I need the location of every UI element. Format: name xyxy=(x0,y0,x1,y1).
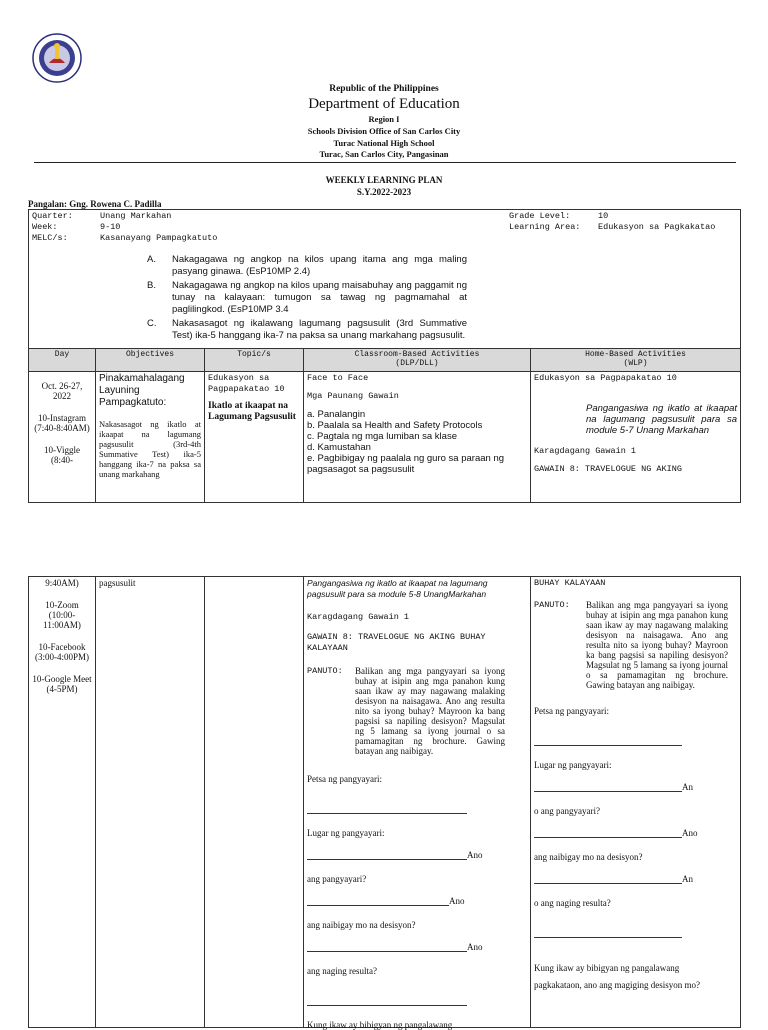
class-panuto xyxy=(307,666,527,756)
answer-line: Ano xyxy=(307,896,527,906)
area-value: Edukasyon sa Pagkakatao xyxy=(598,222,716,232)
table-row xyxy=(29,372,741,503)
melc-label: MELC/s: xyxy=(32,233,68,243)
class-heading: Face to Face xyxy=(307,373,369,383)
answer-line: Ano xyxy=(307,942,527,952)
class-panuto-label: PANUTO: xyxy=(307,666,343,676)
class-ano-pangyayari: ang pangyayari? xyxy=(307,874,367,884)
topic-title: Ikatlo at ikaapat na Lagumang Pagsusulit xyxy=(208,401,296,422)
home-panuto-label: PANUTO: xyxy=(534,600,570,610)
class-gawain8: GAWAIN 8: TRAVELOGUE NG AKING BUHAY KALAYAAN xyxy=(307,632,486,653)
address-text: Turac, San Carlos City, Pangasinan xyxy=(319,149,449,159)
answer-line xyxy=(307,988,527,1006)
col-classroom: Classroom-Based Activities (DLP/DLL) xyxy=(304,349,531,372)
home-gawain8: GAWAIN 8: TRAVELOGUE NG AKING xyxy=(534,464,682,474)
melc-item-a: A. Nakagagawa ng angkop na kilos upang itama ang mga maling pasyang ginawa. (EsP10MP 2.4) xyxy=(147,254,467,277)
home-cell xyxy=(531,372,741,503)
col-topics: Topic/s xyxy=(205,349,304,372)
melc-item-b: B. Nakagagawa ng angkop na kilos upang maisabuhay ang paggamit ng tunay na kalayaan: tumugon sa tawag ng pagmamahal at paglilingkod. (EsP10MP 3.4 xyxy=(147,280,467,315)
col-home: Home-Based Activities (WLP) xyxy=(531,349,741,372)
topics-cell xyxy=(205,577,304,1028)
grade-label: Grade Level: xyxy=(509,211,571,221)
col-day: Day xyxy=(29,349,96,372)
class-lugar: Lugar ng pangyayari: xyxy=(307,828,385,838)
topic-subject: Edukasyon sa Pagpapakatao 10 xyxy=(208,373,285,394)
home-heading: Edukasyon sa Pagpapakatao 10 xyxy=(534,373,677,383)
division-text: Schools Division Office of San Carlos City xyxy=(307,126,461,136)
answer-line: Ano xyxy=(534,828,737,838)
quarter-value: Unang Markahan xyxy=(100,211,172,221)
classroom-cell xyxy=(304,372,531,503)
republic-text: Republic of the Philippines xyxy=(329,84,439,94)
answer-line xyxy=(534,728,737,746)
day-sched-zoom: 10-Zoom (10:00-11:00AM) xyxy=(43,600,81,630)
weekly-plan-table xyxy=(28,209,741,503)
plan-title: WEEKLY LEARNING PLAN xyxy=(325,175,443,185)
column-header-row xyxy=(29,349,741,372)
class-petsa: Petsa ng pangyayari: xyxy=(307,774,382,784)
answer-line: An xyxy=(534,874,737,884)
day-sched: 9:40AM) xyxy=(45,578,79,588)
home-o-resulta: o ang naging resulta? xyxy=(534,898,611,908)
day-sched-viggle: 10-Viggle (8:40- xyxy=(44,445,80,465)
deped-seal-logo xyxy=(32,33,82,83)
table-row xyxy=(29,577,741,1028)
department-title: Department of Education xyxy=(308,96,460,112)
home-italic-note: Pangangasiwa ng ikatlo at ikaapat na lagumang pagsusulit para sa module 5-7 Unang Markahan xyxy=(586,403,738,436)
answer-line xyxy=(534,920,737,938)
melc-list xyxy=(147,254,467,342)
list-item: a. Panalangin xyxy=(307,409,366,420)
day-sched-googlemeet: 10-Google Meet (4-5PM) xyxy=(32,674,92,694)
weekly-plan-table-continued xyxy=(28,576,741,1028)
class-italic-note: Pangangasiwa ng ikatlo at ikaapat na lagumang pagsusulit para sa module 5-8 UnangMarkahan xyxy=(307,578,488,599)
class-panuto-text: Balikan ang mga pangyayari sa iyong buhay at isipin ang mga panahon kung saan ikaw ay may nagawang malaking desisyon na naisagawa. Ano ang resulta nito sa iyong buhay? Mayroon ka bang pagsisi sa napiling desisyon? Magsulat ng 5 lamang sa iyong journal o sa pamamagitan ng brochure. Gawing batayan ang naibigay. xyxy=(355,666,505,756)
objective-text: Nakasasagot ng ikatlo at ikaapat na lagumang pagsusulit (3rd-4th Summative Test) ika-5 hanggang ika-7 na paksa sa unang markahang xyxy=(99,419,201,479)
melc-item-c: C. Nakasasagot ng ikalawang lagumang pagsusulit (3rd Summative Test) ika-5 hanggang ika-7 na paksa sa unang markahang pagsusulit. xyxy=(147,318,467,341)
list-item: b. Paalala sa Health and Safety Protocols xyxy=(307,420,483,431)
objective-cont: pagsusulit xyxy=(99,578,136,588)
list-item: c. Pagtala ng mga lumiban sa klase xyxy=(307,431,457,442)
class-subheading: Mga Paunang Gawain xyxy=(307,391,399,401)
home-panuto xyxy=(534,600,737,690)
home-kung: Kung ikaw ay bibigyan ng pangalawang pagkakataon, ano ang magiging desisyon mo? xyxy=(534,963,700,990)
class-activity-list xyxy=(307,409,527,475)
info-row xyxy=(29,210,741,349)
day-sched-facebook: 10-Facebook (3:00-4:00PM) xyxy=(35,642,89,662)
answer-line: An xyxy=(534,782,737,792)
home-cell xyxy=(531,577,741,1028)
melc-value: Kasanayang Pampagkatuto xyxy=(100,233,218,243)
classroom-cell xyxy=(304,577,531,1028)
objective-heading: Pinakamahalagang Layuning Pampagkatuto: xyxy=(99,373,185,408)
home-naibigay: ang naibigay mo na desisyon? xyxy=(534,852,643,862)
area-label: Learning Area: xyxy=(509,222,581,232)
answer-line xyxy=(307,796,527,814)
school-text: Turac National High School xyxy=(333,138,435,148)
school-year: S.Y.2022-2023 xyxy=(356,187,412,197)
home-panuto-text: Balikan ang mga pangyayari sa iyong buhay at isipin ang mga panahon kung saan ikaw ay may nagawang malaking desisyon na naisagawa. Ano ang resulta nito sa iyong buhay? Mayroon ka bang pagsisi sa napiling desisyon? Magsulat ng 5 lamang sa iyong journal o sa pamamagitan ng brochure. Gawing batayan ang naibigay. xyxy=(586,600,728,690)
class-naibigay: ang naibigay mo na desisyon? xyxy=(307,920,416,930)
week-label: Week: xyxy=(32,222,58,232)
list-item: d. Kamustahan xyxy=(307,442,371,453)
day-sched-instagram: 10-Instagram (7:40-8:40AM) xyxy=(34,413,90,433)
day-cell xyxy=(29,372,96,503)
home-lugar: Lugar ng pangyayari: xyxy=(534,760,612,770)
teacher-name: Pangalan: Gng. Rowena C. Padilla xyxy=(28,199,162,209)
day-cell xyxy=(29,577,96,1028)
class-resulta: ang naging resulta? xyxy=(307,966,377,976)
grade-value: 10 xyxy=(598,211,609,221)
region-text: Region I xyxy=(368,114,400,124)
class-gawain: Karagdagang Gawain 1 xyxy=(307,612,410,622)
class-last: Kung ikaw ay bibigyan ng pangalawang xyxy=(307,1020,453,1030)
home-petsa: Petsa ng pangyayari: xyxy=(534,706,609,716)
home-title: BUHAY KALAYAAN xyxy=(534,578,606,588)
home-o-pangyayari: o ang pangyayari? xyxy=(534,806,600,816)
objectives-cell xyxy=(96,577,205,1028)
objectives-cell xyxy=(96,372,205,503)
list-item: e. Pagbibigay ng paalala ng guro sa paraan ng pagsasagot sa pagsusulit xyxy=(307,453,505,475)
topics-cell xyxy=(205,372,304,503)
header-divider xyxy=(34,162,736,163)
col-objectives: Objectives xyxy=(96,349,205,372)
quarter-label: Quarter: xyxy=(32,211,73,221)
day-date: Oct. 26-27, 2022 xyxy=(41,381,83,401)
answer-line: Ano xyxy=(307,850,527,860)
week-value: 9-10 xyxy=(100,222,121,232)
home-gawain: Karagdagang Gawain 1 xyxy=(534,446,637,456)
